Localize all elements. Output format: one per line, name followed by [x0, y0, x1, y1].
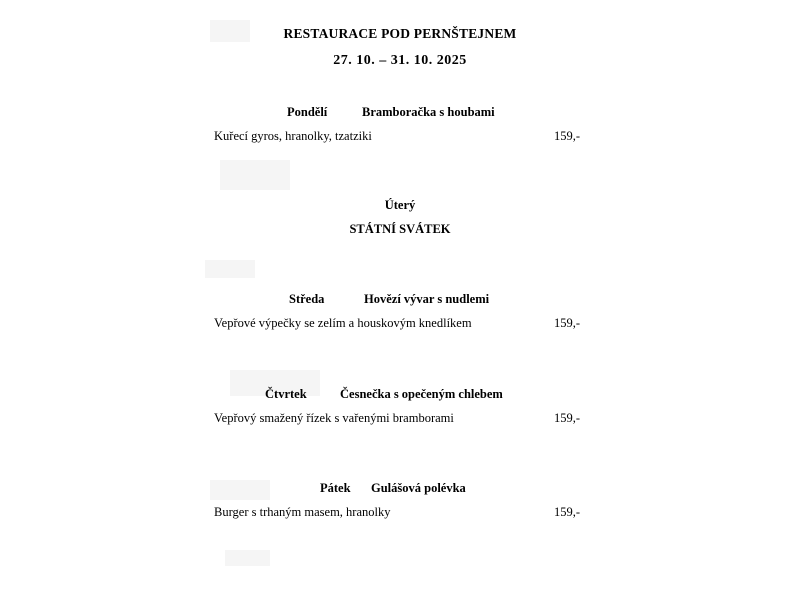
day-friday: Pátek: [320, 481, 351, 495]
watermark-mark: [220, 160, 290, 190]
soup-thursday: Česnečka s opečeným chlebem: [340, 387, 503, 401]
soup-monday: Bramboračka s houbami: [362, 105, 495, 119]
price-wednesday: 159,-: [554, 316, 581, 330]
date-range: 27. 10. – 31. 10. 2025: [333, 53, 467, 68]
day-wednesday: Středa: [289, 292, 325, 306]
price-monday: 159,-: [554, 129, 581, 143]
day-thursday: Čtvrtek: [265, 387, 307, 401]
meal-friday: Burger s trhaným masem, hranolky: [214, 505, 391, 519]
day-monday: Pondělí: [287, 105, 328, 119]
price-friday: 159,-: [554, 505, 581, 519]
meal-wednesday: Vepřové výpečky se zelím a houskovým knedlíkem: [214, 316, 472, 330]
watermark-mark: [205, 260, 255, 278]
watermark-mark: [225, 550, 270, 566]
soup-friday: Gulášová polévka: [371, 481, 466, 495]
day-tuesday: Úterý: [384, 198, 416, 212]
price-thursday: 159,-: [554, 411, 581, 425]
soup-wednesday: Hovězí vývar s nudlemi: [364, 292, 490, 306]
meal-thursday: Vepřový smažený řízek s vařenými bramborami: [214, 411, 454, 425]
watermark-mark: [210, 480, 270, 500]
meal-monday: Kuřecí gyros, hranolky, tzatziki: [214, 129, 372, 143]
holiday-note: STÁTNÍ SVÁTEK: [349, 222, 451, 236]
restaurant-title: RESTAURACE POD PERNŠTEJNEM: [283, 26, 517, 41]
